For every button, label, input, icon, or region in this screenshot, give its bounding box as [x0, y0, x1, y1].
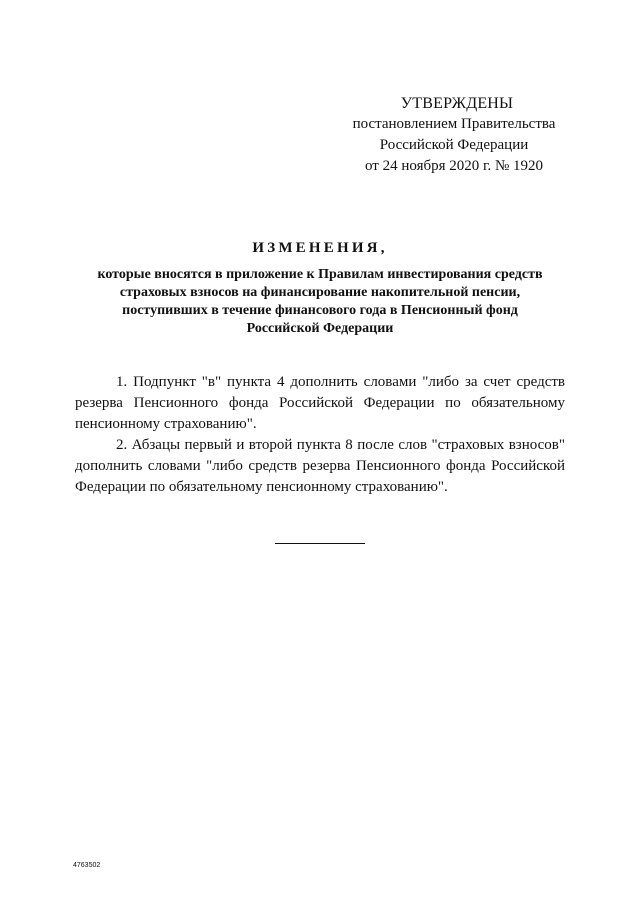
closing-divider: [275, 543, 365, 544]
approval-stamp: [334, 93, 574, 177]
subtitle-line: страховых взносов на финансирование накопительной пенсии,: [119, 285, 521, 300]
subtitle-line: Российской Федерации: [246, 321, 394, 336]
document-number: 4763502: [73, 862, 101, 869]
subtitle-line: поступивших в течение финансового года в Пенсионный фонд: [122, 303, 518, 318]
document-title: ИЗМЕНЕНИЯ,: [252, 240, 388, 256]
approval-heading: УТВЕРЖДЕНЫ: [400, 95, 514, 112]
document-body: [75, 372, 565, 498]
subtitle-line: которые вносятся в приложение к Правилам инвестирования средств: [97, 267, 543, 282]
approval-line-date-number: от 24 ноября 2020 г. № 1920: [364, 158, 544, 174]
document-subtitle: [70, 266, 570, 338]
paragraph-item-1: 1. Подпункт "в" пункта 4 дополнить словами "либо за счет средств резерва Пенсионного фонда Российской Федерации по обязательному пенсионному страхованию".: [75, 374, 565, 432]
paragraph-item-2: 2. Абзацы первый и второй пункта 8 после слов "страховых взносов" дополнить словами "либо средств резерва Пенсионного фонда Российской Федерации по обязательному пенсионному страхованию".: [75, 437, 565, 495]
document-title-block: [70, 238, 570, 338]
approval-line-resolution: постановлением Правительства: [352, 116, 556, 132]
approval-line-country: Российской Федерации: [379, 137, 529, 153]
